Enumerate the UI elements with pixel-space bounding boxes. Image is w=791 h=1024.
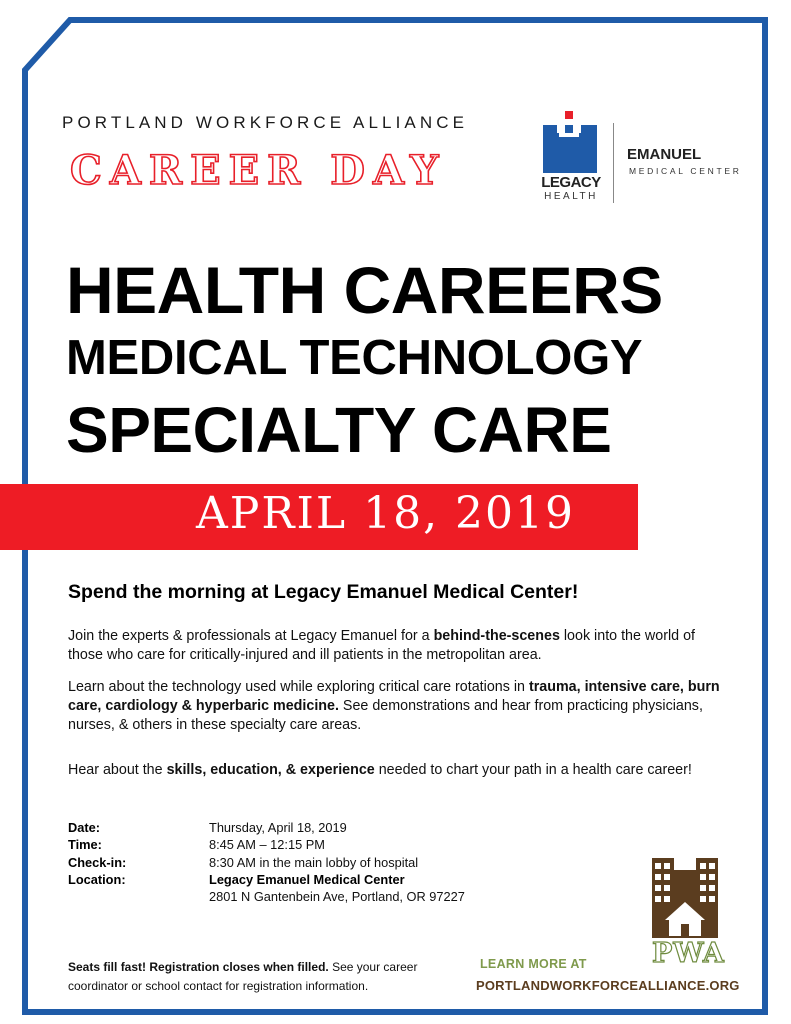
checkin-label: Check-in: [68, 855, 127, 870]
health-logo-text: HEALTH [544, 191, 598, 202]
headline-health-careers: HEALTH CAREERS [66, 253, 663, 327]
time-value: 8:45 AM – 12:15 PM [209, 837, 325, 852]
location-label: Location: [68, 872, 126, 887]
checkin-value: 8:30 AM in the main lobby of hospital [209, 855, 419, 870]
learn-more-label: LEARN MORE AT [480, 957, 587, 971]
location-value: Legacy Emanuel Medical Center [209, 872, 405, 887]
intro-paragraph-2: Learn about the technology used while exploring critical care rotations in trauma, intensive care, burn care, cardiology & hyperbaric medicine. See demonstrations and hear from practicing physicians, nurses, & others in these specialty care areas. [68, 679, 720, 733]
legacy-health-logo [541, 111, 601, 175]
registration-note: Seats fill fast! Registration closes when filled. See your career coordinator or school contact for registration information. [68, 960, 418, 993]
event-date: APRIL 18, 2019 [196, 488, 576, 539]
org-name: PORTLAND WORKFORCE ALLIANCE [62, 113, 469, 132]
time-label: Time: [68, 837, 102, 852]
emanuel-logo-text: EMANUEL [627, 146, 702, 163]
medical-center-logo-text: MEDICAL CENTER [629, 166, 742, 176]
intro-paragraph-1: Join the experts & professionals at Legacy Emanuel for a behind-the-scenes look into the world of those who care for critically-injured and ill patients in the metropolitan area. [68, 628, 695, 663]
intro-paragraph-3: Hear about the skills, education, & experience needed to chart your path in a health care career! [68, 762, 692, 778]
headline-medical-technology: MEDICAL TECHNOLOGY [66, 331, 643, 385]
pwa-building-icon [652, 858, 718, 940]
legacy-logo-text: LEGACY [541, 174, 601, 191]
intro-subhead: Spend the morning at Legacy Emanuel Medical Center! [68, 581, 579, 603]
date-label: Date: [68, 820, 100, 835]
date-value: Thursday, April 18, 2019 [209, 820, 347, 835]
pwa-logo-text: PWA [652, 938, 725, 969]
location-address: 2801 N Gantenbein Ave, Portland, OR 97227 [209, 889, 465, 904]
event-title: CAREER DAY [70, 147, 447, 194]
logo-divider [613, 123, 614, 203]
website-link[interactable]: PORTLANDWORKFORCEALLIANCE.ORG [476, 978, 740, 993]
headline-specialty-care: SPECIALTY CARE [66, 394, 612, 466]
